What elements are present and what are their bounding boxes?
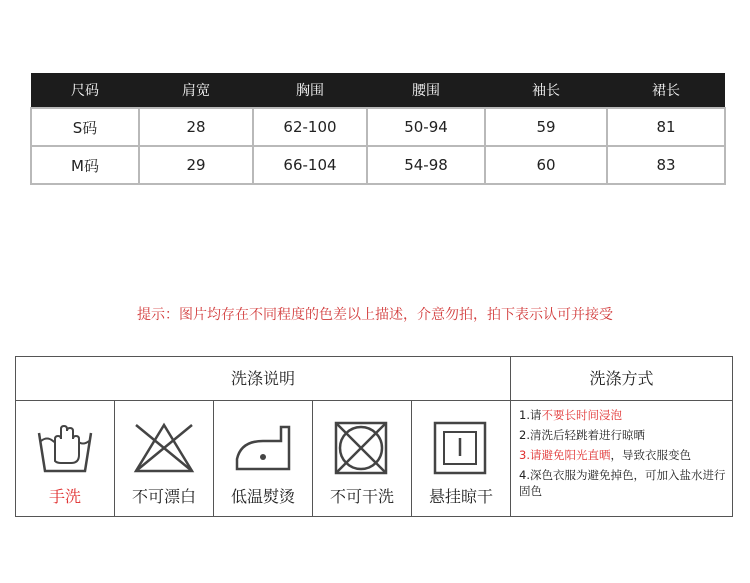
table-row [31, 108, 725, 146]
table-cell: 62-100 [253, 108, 367, 146]
note-highlight: 不要长时间浸泡 [541, 408, 622, 422]
care-note-1 [519, 407, 732, 423]
care-note-4: 4.深色衣服为避免掉色，可加入盐水进行固色 [519, 468, 726, 498]
note-text: 1.请 [519, 408, 542, 422]
care-item-hang-dry [412, 401, 511, 516]
care-label-no-bleach: 不可漂白 [131, 487, 196, 506]
table-cell: 28 [139, 108, 253, 146]
size-table [30, 73, 726, 185]
table-cell: 50-94 [367, 108, 485, 146]
table-cell: 66-104 [253, 146, 367, 184]
low-iron-icon [231, 419, 295, 477]
header-shoulder: 肩宽 [139, 73, 253, 108]
table-cell: M码 [31, 146, 139, 184]
care-label-hand-wash: 手洗 [48, 487, 81, 506]
hand-wash-icon [33, 419, 97, 477]
care-note-2: 2.清洗后轻跳着进行晾晒 [519, 428, 645, 442]
care-item-low-iron [214, 401, 313, 516]
size-table-header [31, 73, 725, 108]
note-highlight: 请避免阳光直晒 [529, 448, 611, 462]
header-chest: 胸围 [253, 73, 367, 108]
care-label-no-dry-clean: 不可干洗 [329, 487, 394, 506]
care-method-notes [511, 401, 732, 516]
table-cell: 83 [607, 146, 725, 184]
no-dry-clean-icon [330, 419, 394, 477]
note-text: ，导致衣服变色 [610, 448, 691, 462]
care-label-low-iron: 低温熨烫 [230, 487, 295, 506]
care-method-title: 洗涤方式 [511, 357, 732, 401]
table-cell: 81 [607, 108, 725, 146]
care-section [15, 356, 733, 517]
table-cell: 59 [485, 108, 607, 146]
care-item-no-dry-clean [313, 401, 412, 516]
care-instructions-title: 洗涤说明 [16, 357, 511, 401]
table-cell: 29 [139, 146, 253, 184]
note-text: 3. [519, 448, 530, 462]
table-cell: 60 [485, 146, 607, 184]
header-length: 裙长 [607, 73, 725, 108]
table-cell: S码 [31, 108, 139, 146]
care-label-hang-dry: 悬挂晾干 [428, 487, 493, 506]
table-cell: 54-98 [367, 146, 485, 184]
care-item-hand-wash [16, 401, 115, 516]
no-bleach-icon [132, 419, 196, 477]
hang-dry-icon [429, 419, 493, 477]
care-item-no-bleach [115, 401, 214, 516]
disclaimer-tip: 提示：图片均存在不同程度的色差以上描述，介意勿拍，拍下表示认可并接受 [137, 307, 613, 323]
header-size: 尺码 [31, 73, 139, 108]
header-waist: 腰围 [367, 73, 485, 108]
table-row [31, 146, 725, 184]
care-note-3 [519, 447, 732, 463]
header-sleeve: 袖长 [485, 73, 607, 108]
